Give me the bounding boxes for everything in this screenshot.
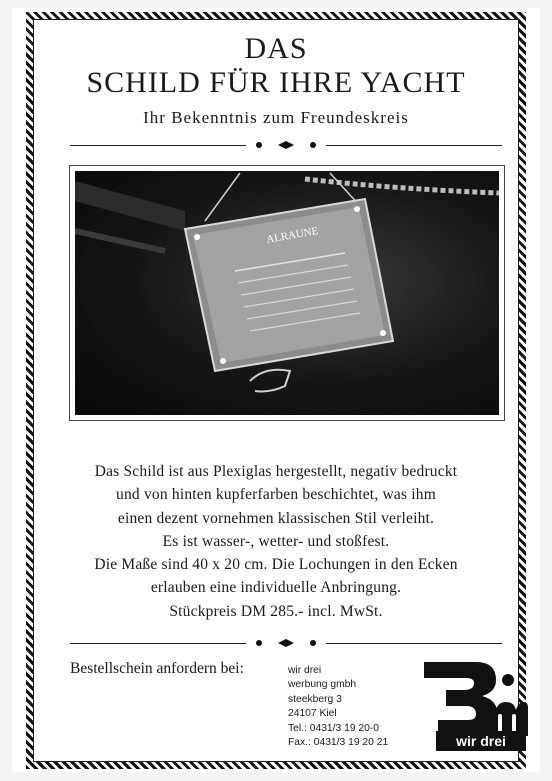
description-line: einen dezent vornehmen klassischen Stil verleiht. xyxy=(117,509,435,527)
description xyxy=(44,460,508,623)
description-line: Die Maße sind 40 x 20 cm. Die Lochungen in den Ecken xyxy=(94,556,458,574)
order-label: Bestellschein anfordern bei: xyxy=(70,660,244,677)
divider-bottom xyxy=(70,638,502,648)
plaque-name: ALRAUNE xyxy=(265,225,320,246)
address-line: wir drei xyxy=(288,665,322,676)
description-line: Es ist wasser-, wetter- und stoßfest. xyxy=(162,532,390,550)
logo-text: wir drei xyxy=(436,731,526,751)
address-line: steekberg 3 xyxy=(288,693,342,705)
yacht-plaque-photo xyxy=(75,171,499,415)
address-line: 24107 Kiel xyxy=(288,708,337,720)
address-line: werbung gmbh xyxy=(288,679,357,691)
description-line: und von hinten kupferfarben beschichtet, was ihm xyxy=(116,486,436,504)
address-line: Fax.: 0431/3 19 20 21 xyxy=(288,737,389,749)
divider-top xyxy=(70,140,502,150)
company-address xyxy=(288,664,388,750)
description-line: erlauben eine individuelle Anbringung. xyxy=(150,579,402,597)
address-line: Tel.: 0431/3 19 20-0 xyxy=(288,722,380,734)
description-line: Das Schild ist aus Plexiglas hergestellt, negativ bedruckt xyxy=(94,463,458,480)
title-line-2: SCHILD FÜR IHRE YACHT xyxy=(86,66,466,99)
photo-frame xyxy=(69,165,505,421)
subtitle: Ihr Bekenntnis zum Freundeskreis xyxy=(143,108,409,127)
description-line: Stückpreis DM 285.- incl. MwSt. xyxy=(169,602,383,620)
title-line-1: DAS xyxy=(244,32,308,65)
